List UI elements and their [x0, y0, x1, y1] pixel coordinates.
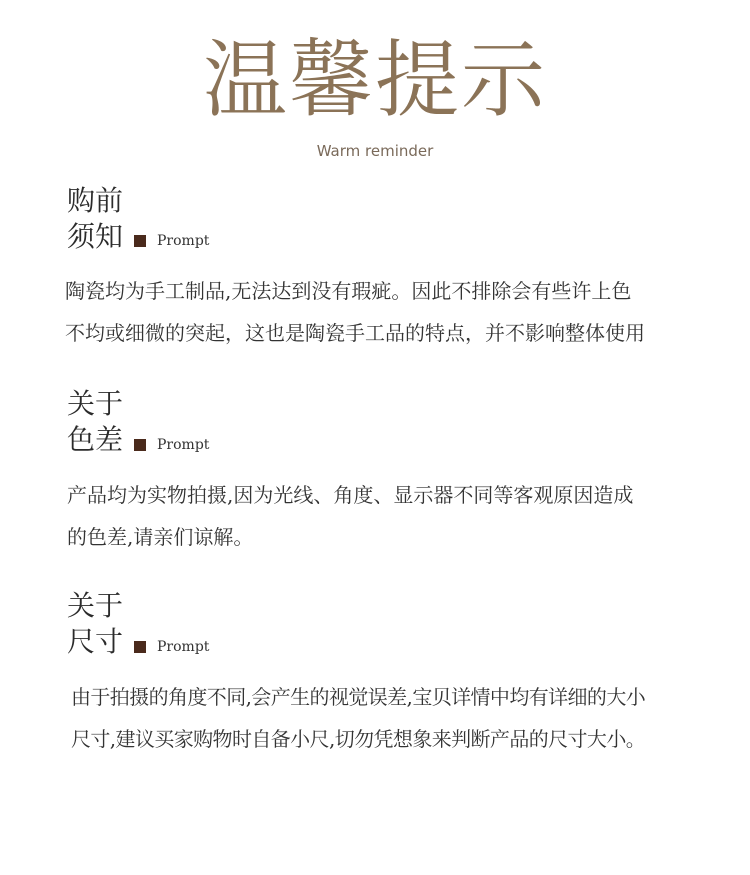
body-line: 不均或细微的突起，这也是陶瓷手工品的特点，并不影响整体使用: [65, 321, 645, 345]
section-heading-line2: 须知: [67, 220, 124, 253]
section-heading-size: [67, 588, 123, 660]
section-body-text: [65, 270, 645, 354]
body-line: 陶瓷均为手工制品,无法达到没有瑕疵。因此不排除会有些许上色: [65, 279, 632, 303]
body-line: 产品均为实物拍摄,因为光线、角度、显示器不同等客观原因造成: [67, 483, 634, 507]
page-subtitle: Warm reminder: [316, 142, 434, 160]
section-tag: [134, 233, 209, 249]
body-line: 尺寸,建议买家购物时自备小尺,切勿凭想象来判断产品的尺寸大小。: [71, 727, 646, 751]
square-bullet-icon: [134, 439, 146, 451]
section-tag: [134, 639, 209, 655]
square-bullet-icon: [134, 641, 146, 653]
section-tag-label: Prompt: [157, 233, 210, 249]
body-line: 的色差,请亲们谅解。: [67, 525, 254, 549]
section-body-text: [71, 676, 645, 760]
section-heading-line2: 色差: [67, 423, 124, 456]
body-line: 由于拍摄的角度不同,会产生的视觉误差,宝贝详情中均有详细的大小: [71, 685, 646, 709]
section-heading-purchase-notice: [67, 183, 123, 255]
section-tag-label: Prompt: [157, 639, 210, 655]
section-body-text: [67, 474, 633, 558]
section-heading-line1: 关于: [67, 589, 124, 622]
section-heading-line1: 关于: [67, 387, 124, 420]
section-tag-label: Prompt: [157, 437, 210, 453]
section-heading-line1: 购前: [67, 184, 124, 217]
square-bullet-icon: [134, 235, 146, 247]
section-heading-line2: 尺寸: [67, 625, 124, 658]
section-tag: [134, 437, 209, 453]
section-heading-color-difference: [67, 386, 123, 458]
page-title: 温馨提示: [202, 31, 547, 129]
